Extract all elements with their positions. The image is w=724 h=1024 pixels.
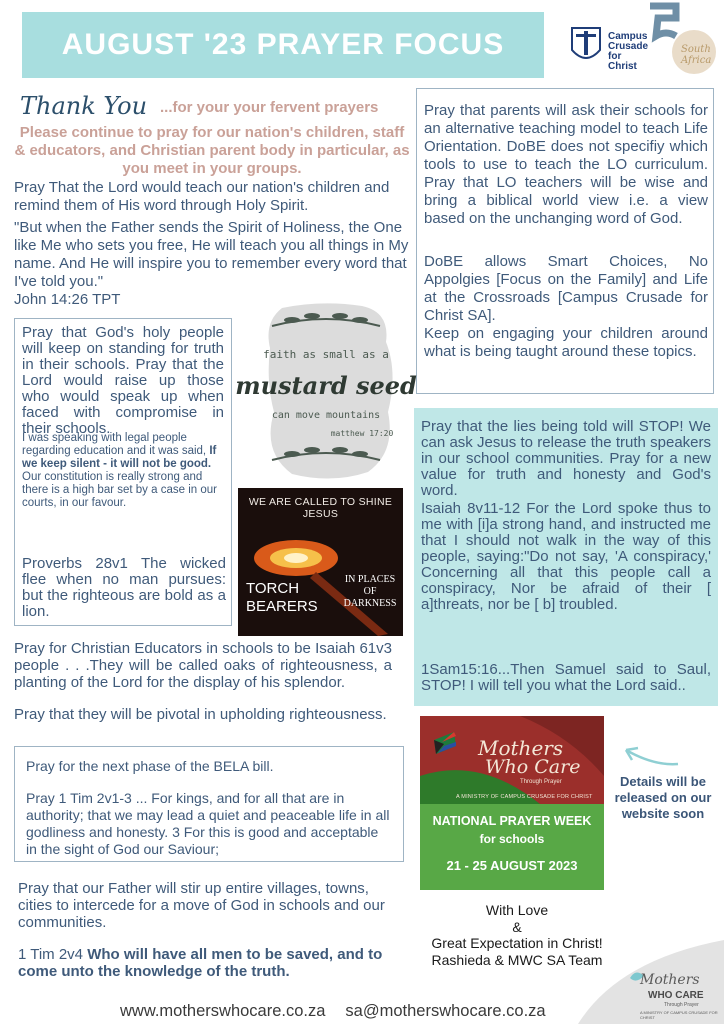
for-schools-label: for schools bbox=[479, 832, 545, 846]
corner-who-care: WHO CARE bbox=[648, 990, 704, 1001]
sign-off-line2: & bbox=[512, 918, 522, 935]
holy-people-paragraph: Pray that God's holy people will keep on standing for truth in their schools. Pray that the Lord would raise up those who would speak up when faced with compromise in their schools. bbox=[22, 324, 224, 437]
seed-line1: faith as small as a bbox=[263, 348, 389, 361]
places-of-darkness-label: IN PLACES OF DARKNESS bbox=[343, 574, 397, 609]
samuel-paragraph: 1Sam15:16...Then Samuel said to Saul, STOP! I will tell you what the Lord said.. bbox=[421, 661, 711, 694]
dobe-paragraph bbox=[424, 253, 708, 361]
sign-off-line1: With Love bbox=[485, 902, 549, 918]
legal-paragraph bbox=[22, 432, 226, 510]
seed-line2: mustard seed bbox=[235, 371, 417, 400]
seed-line3: can move mountains bbox=[271, 410, 381, 421]
bearers-word: BEARERS bbox=[246, 598, 318, 615]
parents-paragraph: Pray that parents will ask their schools for an alternative teaching model to teach Life Orientation. DoBE does not specifiy which tools to use to teach the LO curriculum. Pray that LO teachers will be wise and bring a biblical world view i.e. a view based on the unchanging word of God. bbox=[424, 102, 708, 227]
curved-arrow-icon bbox=[614, 738, 684, 768]
thank-you-heading: Thank You bbox=[20, 92, 148, 120]
sign-off-line3: Great Expectation in Christ! bbox=[431, 935, 603, 951]
engage-text: Keep on engaging your children around what is being taught around these topics. bbox=[424, 325, 708, 360]
prayer-week-title: NATIONAL PRAYER WEEK bbox=[432, 814, 592, 828]
stir-up-paragraph: Pray that our Father will stir up entire villages, towns, cities to intercede for a move of God in schools and our communities. bbox=[18, 880, 385, 931]
torch-bearers-label bbox=[246, 580, 318, 616]
educators-paragraph: Pray for Christian Educators in schools to be Isaiah 61v3 people . . .They will be called oaks of righteousness, a planting of the Lord for the display of his splendor. bbox=[14, 640, 392, 691]
email-link[interactable]: sa@motherswhocare.co.za bbox=[345, 1002, 546, 1020]
prayer-week-dates: 21 - 25 AUGUST 2023 bbox=[446, 858, 578, 873]
bela-paragraph: Pray for the next phase of the BELA bill. bbox=[26, 758, 274, 774]
proverbs-paragraph: Proverbs 28v1 The wicked flee when no man pursues: but the righteous are bold as a lion. bbox=[22, 555, 226, 620]
sign-off-line4: Rashieda & MWC SA Team bbox=[431, 951, 603, 968]
tim-2v4-paragraph bbox=[18, 946, 404, 980]
poster-who-care: Who Care bbox=[485, 756, 581, 778]
poster-through-prayer: Through Prayer bbox=[520, 779, 562, 785]
legal-text-a: I was speaking with legal people regarding education and it was said, bbox=[22, 432, 210, 457]
mustard-seed-graphic bbox=[235, 302, 417, 482]
dobe-text: DoBE allows Smart Choices, No Appolgies [Focus on the Family] and Life at the Crossroads [Campus Crusade for Christ SA]. bbox=[424, 253, 708, 324]
fervent-prayers-text: ...for your your fervent prayers bbox=[160, 99, 379, 116]
page-title: AUGUST '23 PRAYER FOCUS bbox=[61, 28, 505, 61]
tim-2v4-text: Who will have all men to be saved, and to come unto the knowledge of the truth. bbox=[18, 946, 383, 980]
john-quote-ref: John 14:26 TPT bbox=[14, 291, 121, 308]
campus-crusade-logo-text: Campus Crusade for Christ bbox=[608, 31, 649, 72]
isaiah-paragraph: Isaiah 8v11-12 For the Lord spoke thus to me with [i]a strong hand, and instructed me that I should not walk in the way of this people, saying:"Do not say, 'A conspiracy,' Concerning all that this people call a conspiracy, Nor be afraid of their [ a]threats, nor be [ b] troubled. bbox=[421, 500, 711, 613]
please-continue-text: Please continue to pray for our nation's children, staff & educators, and Christian parent body in particular, as you meet in your groups. bbox=[14, 124, 410, 177]
corner-mothers-logo: Mothers bbox=[640, 972, 700, 988]
tim-2v1-paragraph: Pray 1 Tim 2v1-3 ... For kings, and for all that are in authority; that we may lead a quiet and peaceable life in all godliness and honesty. 3 For this is good and acceptable in the sight of God our Saviour; bbox=[26, 790, 390, 857]
footer-contacts bbox=[120, 1002, 580, 1021]
torch-word: TORCH bbox=[246, 580, 300, 597]
corner-ministry-line: A MINISTRY OF CAMPUS CRUSADE FOR CHRIST bbox=[640, 1010, 718, 1020]
torch-heading: WE ARE CALLED TO SHINE JESUS bbox=[248, 496, 393, 520]
pivotal-paragraph: Pray that they will be pivotal in upholding righteousness. bbox=[14, 706, 387, 723]
john-quote-paragraph bbox=[14, 219, 410, 309]
website-link[interactable]: www.motherswhocare.co.za bbox=[120, 1002, 326, 1020]
details-note: Details will be released on our website soon bbox=[614, 774, 712, 821]
poster-mothers-title: Mothers bbox=[478, 736, 564, 760]
lies-paragraph: Pray that the lies being told will STOP! We can ask Jesus to release the truth speakers in our school communities. Pray for a new value for truth and honesty and God's word. bbox=[421, 418, 711, 499]
legal-text-b: Our constitution is really strong and there is a high bar set by a case in our courts, in our favour. bbox=[22, 471, 217, 509]
teach-children-paragraph: Pray That the Lord would teach our nation's children and remind them of His word through Holy Spirit. bbox=[14, 179, 390, 214]
corner-through-prayer: Through Prayer bbox=[664, 1002, 699, 1008]
poster-ministry-line: A MINISTRY OF CAMPUS CRUSADE FOR CHRIST bbox=[456, 794, 593, 800]
tim-2v4-ref: 1 Tim 2v4 bbox=[18, 946, 88, 963]
seed-ref: matthew 17:20 bbox=[330, 429, 394, 438]
john-quote-text: "But when the Father sends the Spirit of Holiness, the One like Me who sets you free, He will teach you all things in My name. And He will inspire you to remember every word that I've told you." bbox=[14, 219, 409, 290]
south-africa-label: South Africa bbox=[681, 44, 712, 66]
legal-text-bold: If we keep silent - it will not be good. bbox=[22, 445, 217, 470]
